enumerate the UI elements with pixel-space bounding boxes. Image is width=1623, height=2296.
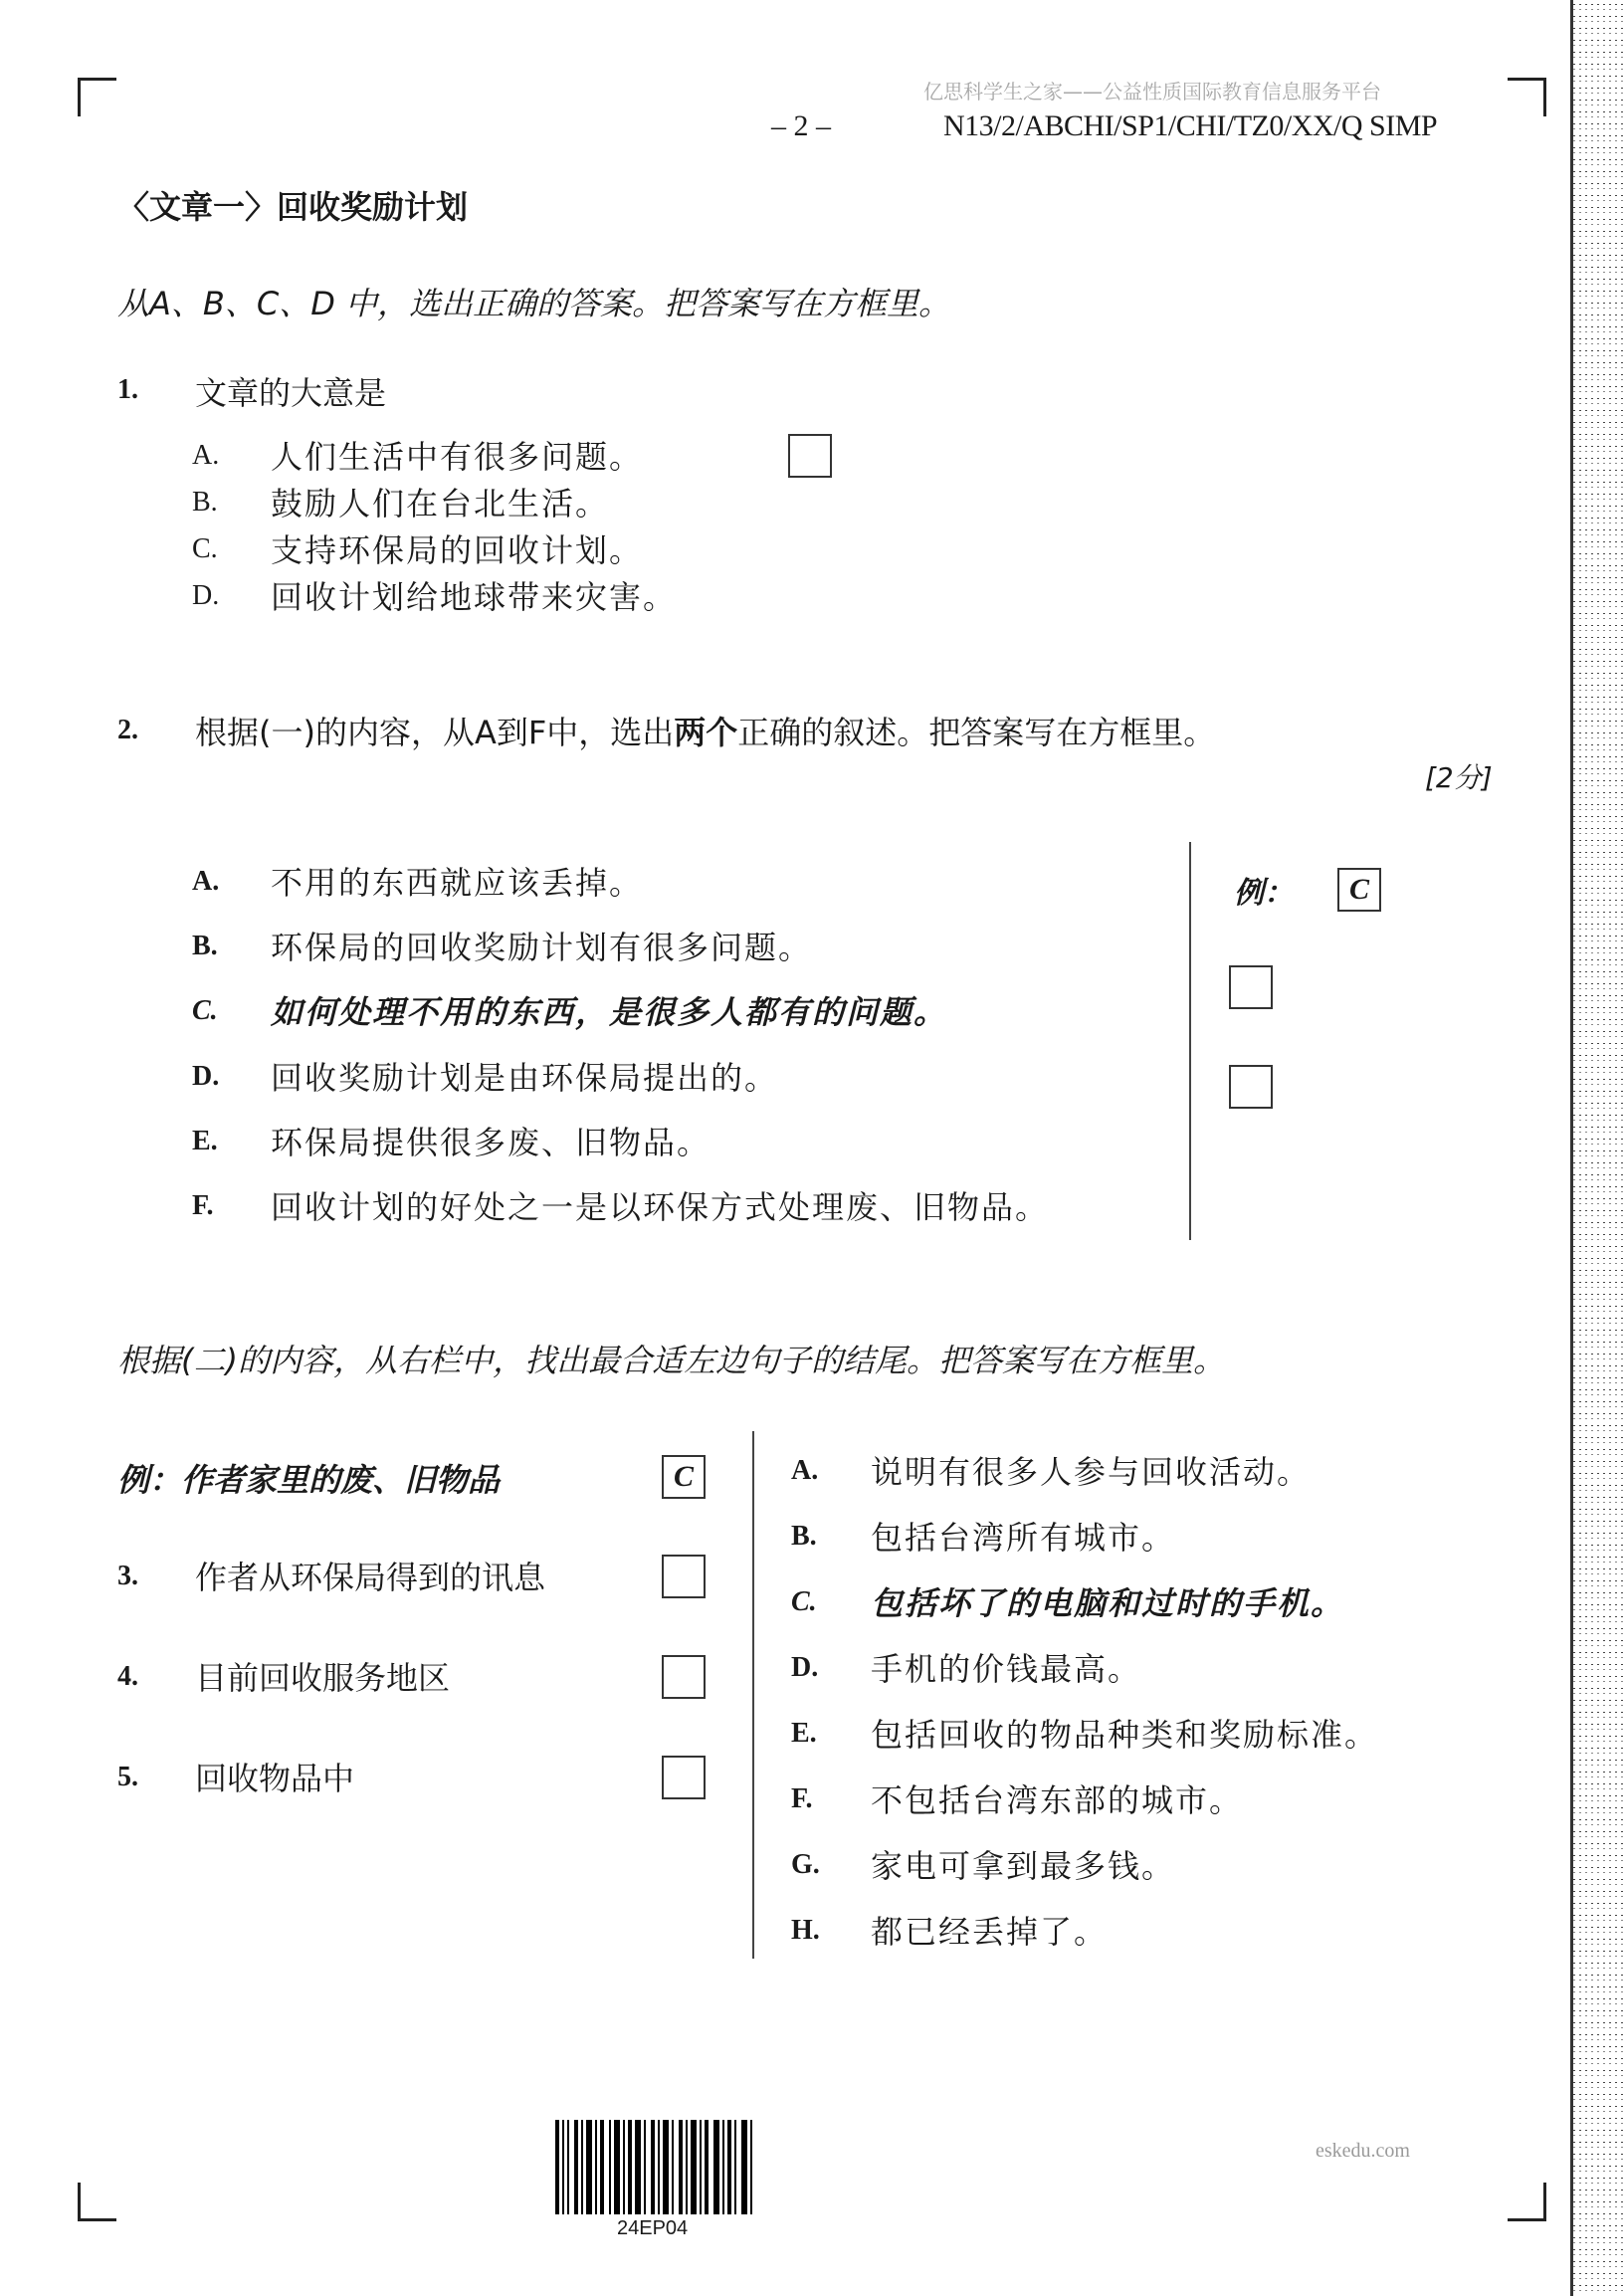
example-answer-box: C: [662, 1455, 706, 1499]
question-prompt: 文章的大意是: [195, 374, 387, 412]
prompt-text: 正确的叙述。把答案写在方框里。: [737, 714, 1216, 751]
crop-mark-bottom-right: [1508, 2183, 1546, 2221]
question-text: 作者从环保局得到的讯息: [195, 1559, 546, 1596]
ending-text: 包括台湾所有城市。: [871, 1519, 1176, 1557]
answer-box-q1[interactable]: [788, 434, 832, 478]
option-letter: C.: [192, 533, 218, 564]
answer-box-q3[interactable]: [662, 1555, 706, 1598]
option-text: 回收计划的好处之一是以环保方式处理废、旧物品。: [271, 1188, 1050, 1226]
ending-text: 都已经丢掉了。: [871, 1913, 1109, 1951]
ending-text: 手机的价钱最高。: [871, 1650, 1142, 1688]
site-watermark: eskedu.com: [1316, 2140, 1410, 2162]
ending-letter: G.: [791, 1849, 820, 1880]
ending-letter: E.: [791, 1718, 817, 1749]
option-letter: B.: [192, 487, 218, 518]
prompt-emphasis: 两个: [674, 714, 738, 751]
ending-text: 包括回收的物品种类和奖励标准。: [871, 1716, 1379, 1754]
ending-letter: F.: [791, 1783, 813, 1814]
crop-mark-top-left: [78, 78, 116, 116]
option-text: 人们生活中有很多问题。: [271, 438, 644, 476]
matching-example: 例：作者家里的废、旧物品: [117, 1461, 501, 1499]
option-letter: D.: [192, 1061, 220, 1092]
column-divider: [752, 1431, 754, 1959]
question-number: 2.: [117, 715, 138, 745]
answer-box-q2-1[interactable]: [1229, 965, 1273, 1009]
option-text: 环保局提供很多废、旧物品。: [271, 1124, 711, 1161]
ending-letter: A.: [791, 1455, 819, 1486]
option-text: 环保局的回收奖励计划有很多问题。: [271, 929, 813, 966]
ending-text: 说明有很多人参与回收活动。: [871, 1453, 1312, 1491]
question-number: 1.: [117, 374, 138, 405]
ending-letter: H.: [791, 1915, 820, 1946]
header-watermark: 亿思科学生之家——公益性质国际教育信息服务平台: [923, 80, 1381, 104]
question-text: 回收物品中: [195, 1760, 355, 1797]
matching-instruction: 根据(二)的内容，从右栏中，找出最合适左边句子的结尾。把答案写在方框里。: [117, 1342, 1225, 1379]
ending-text-example: 包括坏了的电脑和过时的手机。: [871, 1584, 1345, 1622]
option-text: 支持环保局的回收计划。: [271, 531, 644, 569]
option-text: 不用的东西就应该丢掉。: [271, 864, 644, 902]
question-number: 4.: [117, 1661, 138, 1692]
option-letter-example: C.: [192, 995, 218, 1026]
marks-label: [2分]: [1425, 761, 1493, 794]
barcode-label: 24EP04: [617, 2217, 689, 2239]
option-text: 回收奖励计划是由环保局提出的。: [271, 1059, 779, 1097]
section-instruction: 从A、B、C、D 中，选出正确的答案。把答案写在方框里。: [117, 285, 951, 322]
answer-box-q4[interactable]: [662, 1655, 706, 1699]
option-letter: A.: [192, 440, 220, 471]
option-letter: F.: [192, 1190, 214, 1221]
answer-box-q2-2[interactable]: [1229, 1065, 1273, 1109]
ending-text: 不包括台湾东部的城市。: [871, 1781, 1244, 1819]
option-letter: D.: [192, 580, 220, 611]
option-text-example: 如何处理不用的东西，是很多人都有的问题。: [271, 993, 948, 1031]
ending-letter: D.: [791, 1652, 819, 1683]
example-answer-box: C: [1337, 868, 1381, 912]
column-divider: [1189, 842, 1191, 1240]
crop-mark-bottom-left: [78, 2183, 116, 2221]
crop-mark-top-right: [1508, 78, 1546, 116]
option-letter: E.: [192, 1126, 218, 1156]
question-number: 3.: [117, 1561, 138, 1591]
question-number: 5.: [117, 1762, 138, 1792]
section-title: 〈文章一〉回收奖励计划: [117, 188, 469, 226]
option-text: 回收计划给地球带来灾害。: [271, 578, 678, 616]
answer-box-q5[interactable]: [662, 1756, 706, 1799]
prompt-text: 根据(一)的内容，从A到F中，选出: [195, 714, 675, 751]
example-label: 例：: [1234, 876, 1294, 911]
option-letter: A.: [192, 866, 220, 897]
ending-letter-example: C.: [791, 1586, 817, 1617]
question-text: 目前回收服务地区: [195, 1659, 451, 1697]
option-text: 鼓励人们在台北生活。: [271, 485, 610, 522]
paper-code: N13/2/ABCHI/SP1/CHI/TZ0/XX/Q SIMP: [943, 109, 1438, 142]
page-edge-strip: [1570, 0, 1623, 2296]
question-prompt: [195, 708, 1215, 753]
ending-text: 家电可拿到最多钱。: [871, 1847, 1176, 1885]
barcode: [555, 2120, 754, 2214]
ending-letter: B.: [791, 1521, 817, 1552]
option-letter: B.: [192, 931, 218, 961]
page-number: – 2 –: [771, 109, 831, 142]
